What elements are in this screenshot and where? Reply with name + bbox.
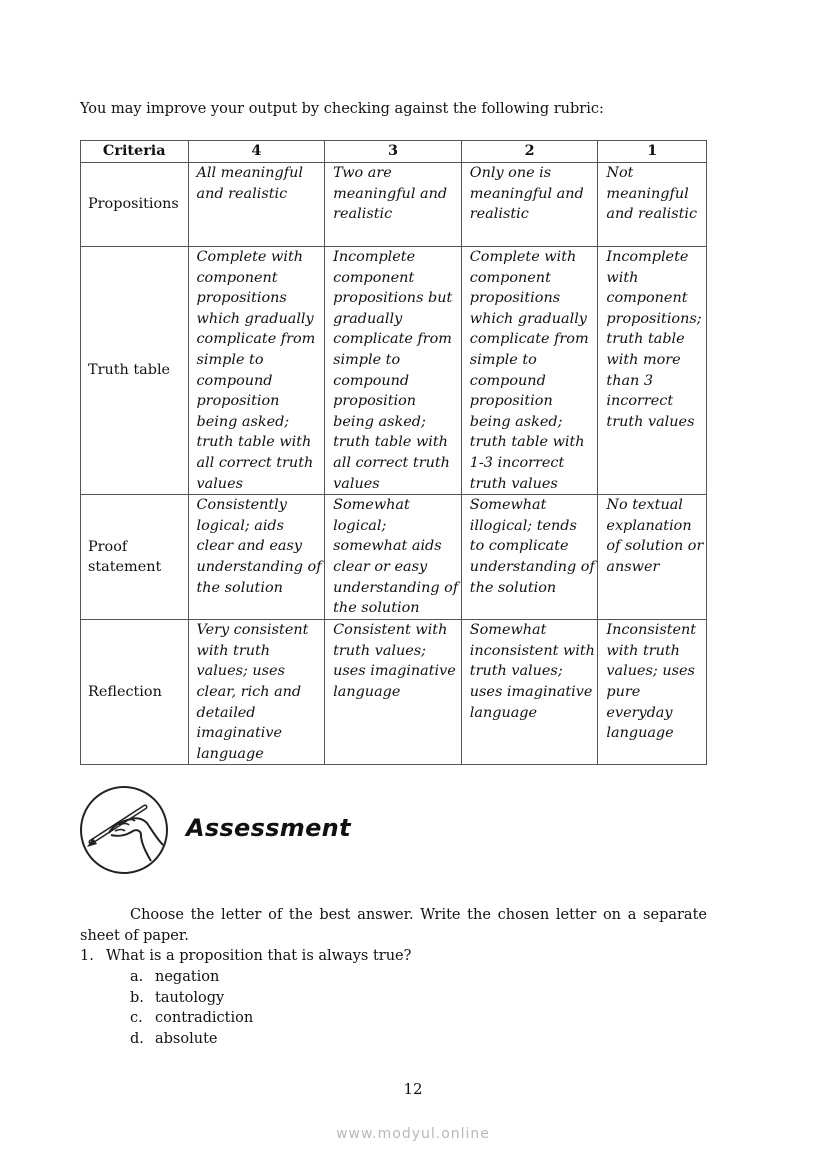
rubric-cell: Complete with component propositions which gradually complicate from simple to compound proposition being asked; truth table with all correct truth values [188, 247, 325, 495]
rubric-cell: Complete with component propositions which gradually complicate from simple to compound proposition being asked; truth table with 1-3 incorrect truth values [461, 247, 598, 495]
watermark: www.modyul.online [336, 1126, 490, 1142]
rubric-cell: Somewhat illogical; tends to complicate understanding of the solution [461, 495, 598, 620]
criteria-cell: Truth table [81, 247, 189, 495]
choice-text: absolute [155, 1030, 218, 1047]
choice-c [130, 1008, 253, 1029]
choice-list [130, 967, 253, 1049]
rubric-cell: Very consistent with truth values; uses clear, rich and detailed imaginative language [188, 620, 325, 765]
choice-letter: d. [130, 1030, 144, 1047]
question-text: What is a proposition that is always true? [106, 948, 412, 964]
rubric-cell: Incomplete component propositions but gradually complicate from simple to compound proposition being asked; truth table with all correct truth values [325, 247, 462, 495]
rubric-cell: Consistently logical; aids clear and easy understanding of the solution [188, 495, 325, 620]
question-number: 1. [80, 948, 94, 964]
header-score-4: 4 [188, 141, 325, 163]
rubric-cell: Incomplete with component propositions; truth table with more than 3 incorrect truth values [598, 247, 707, 495]
rubric-cell: Not meaningful and realistic [598, 163, 707, 247]
rubric-table [80, 140, 707, 765]
table-row [81, 620, 707, 765]
choice-letter: a. [130, 969, 144, 985]
rubric-cell: No textual explanation of solution or answer [598, 495, 707, 620]
table-row [81, 247, 707, 495]
page-number: 12 [403, 1080, 423, 1098]
choice-text: contradiction [155, 1010, 254, 1027]
header-criteria: Criteria [81, 141, 189, 163]
choice-text: tautology [155, 989, 225, 1006]
section-title: Assessment [186, 814, 351, 842]
choice-letter: b. [130, 989, 144, 1006]
criteria-cell: Propositions [81, 163, 189, 247]
rubric-cell: Somewhat inconsistent with truth values; uses imaginative language [461, 620, 598, 765]
rubric-cell: Only one is meaningful and realistic [461, 163, 598, 247]
choice-a [130, 967, 253, 988]
header-score-2: 2 [461, 141, 598, 163]
choice-b [130, 988, 253, 1009]
choice-d [130, 1029, 253, 1050]
choice-text: negation [155, 969, 220, 985]
criteria-cell: Proof statement [81, 495, 189, 620]
table-row [81, 163, 707, 247]
criteria-cell: Reflection [81, 620, 189, 765]
header-score-3: 3 [325, 141, 462, 163]
question-1 [80, 946, 411, 967]
hand-writing-pencil-icon [79, 785, 169, 875]
header-score-1: 1 [598, 141, 707, 163]
rubric-cell: Somewhat logical; somewhat aids clear or easy understanding of the solution [325, 495, 462, 620]
rubric-cell: Two are meaningful and realistic [325, 163, 462, 247]
intro-text: You may improve your output by checking against the following rubric: [80, 101, 604, 117]
table-row [81, 495, 707, 620]
instructions: Choose the letter of the best answer. Write the chosen letter on a separate sheet of paper. [80, 907, 707, 944]
rubric-cell: Inconsistent with truth values; uses pure everyday language [598, 620, 707, 765]
choice-letter: c. [130, 1010, 143, 1027]
rubric-header-row [81, 141, 707, 163]
rubric-cell: All meaningful and realistic [188, 163, 325, 247]
rubric-cell: Consistent with truth values; uses imaginative language [325, 620, 462, 765]
